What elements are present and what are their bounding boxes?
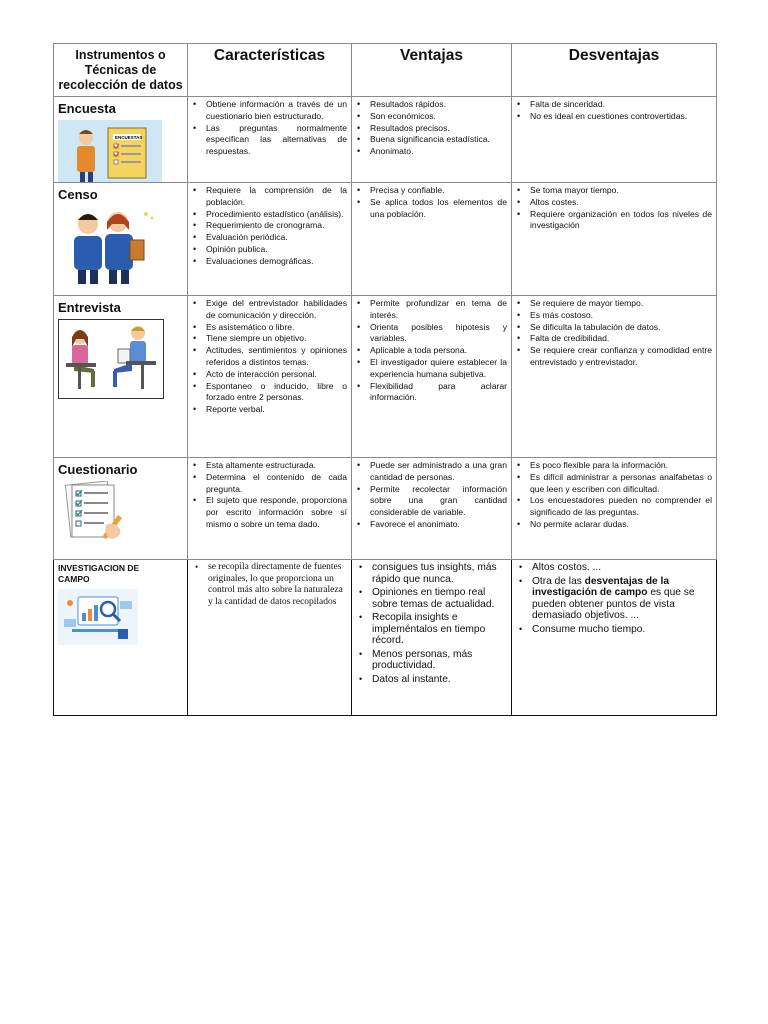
table-row [54,183,717,296]
instrument-cell [54,296,188,458]
caracteristicas-cell [188,458,352,560]
caracteristicas-cell [188,97,352,183]
list-item: • Resultados precisos. [370,123,507,135]
census-workers-icon [58,206,158,286]
list-item: • Favorece el anonimato. [370,519,507,531]
header-desventajas: Desventajas [512,44,717,97]
list-item: • Consume mucho tiempo. [532,624,712,636]
list-item: • Altos costes. [530,197,712,209]
list-item: • Permite recolectar información sobre una gran cantidad considerable de variable. [370,484,507,519]
questionnaire-checklist-icon [62,481,128,539]
comparison-table [53,43,717,716]
list-item: • Opiniones en tiempo real sobre temas de actualidad. [372,587,507,610]
list-item: • Espontaneo o inducido, libre o forzado entre 2 personas. [206,381,347,405]
list-item: • Son económicos. [370,111,507,123]
instrument-cell [54,97,188,183]
list-item: • Es asistemático o libre. [206,322,347,334]
list-item: • Altos costos. ... [532,562,712,574]
desventajas-cell [512,296,717,458]
instrument-name: Entrevista [58,300,121,315]
list-item: • Permite profundizar en tema de interés. [370,298,507,322]
instrument-cell [54,560,188,716]
list-item [532,576,712,622]
svg-text:ENCUESTAS: ENCUESTAS [115,135,143,140]
instrument-cell [54,183,188,296]
list-item: • El investigador quiere establecer la experiencia humana subjetiva. [370,357,507,381]
desventajas-cell [512,458,717,560]
header-caracteristicas: Características [188,44,352,97]
list-item: • Obtiene información a través de un cuestionario bien estructurado. [206,99,347,123]
text-run: Otra de las [532,575,585,587]
list-item: • Los encuestadores pueden no comprender el significado de las preguntas. [530,495,712,519]
list-item: • Evaluación periódica. [206,232,347,244]
list-item: • Falta de credibilidad. [530,333,712,345]
bold-text-run: desventajas de la investigación de campo [532,575,670,598]
list-item: • Se dificulta la tabulación de datos. [530,322,712,334]
instrument-name: Censo [58,187,98,202]
list-item: • Es poco flexible para la información. [530,460,712,472]
list-item: • Opinión publica. [206,244,347,256]
table-row [54,458,717,560]
list-item: • se recopila directamente de fuentes originales, lo que proporciona un control más alto sobre la naturaleza y la cantidad de datos recopilados [208,562,347,608]
list-item: • Se requiere crear confianza y comodidad entre entrevistado y entrevistador. [530,345,712,369]
instrument-name: Encuesta [58,101,116,116]
list-item: • Requiere la comprensión de la población. [206,185,347,209]
list-item: • Precisa y confiable. [370,185,507,197]
list-item: • Se requiere de mayor tiempo. [530,298,712,310]
list-item: • Esta altamente estructurada. [206,460,347,472]
list-item: • Se toma mayor tiempo. [530,185,712,197]
ventajas-cell [352,296,512,458]
list-item: • Requiere organización en todos los niveles de investigación [530,209,712,233]
desventajas-cell [512,97,717,183]
list-item: • consigues tus insights, más rápido que nunca. [372,562,507,585]
survey-illustration-icon [58,120,162,182]
ventajas-cell [352,97,512,183]
list-item: • Evaluaciones demográficas. [206,256,347,268]
instrument-name: Cuestionario [58,462,138,477]
list-item: • Resultados rápidos. [370,99,507,111]
list-item: • Aplicable a toda persona. [370,345,507,357]
caracteristicas-cell [188,560,352,716]
list-item: • Datos al instante. [372,674,507,686]
list-item: • Es más costoso. [530,310,712,322]
table-row [54,296,717,458]
list-item: • Las preguntas normalmente especifican las alternativas de respuestas. [206,123,347,158]
list-item: • Exige del entrevistador habilidades de comunicación y dirección. [206,298,347,322]
list-item: • No permite aclarar dudas. [530,519,712,531]
text-run: es que se pueden obtener puntos de vista demasiado objetivos. ... [532,587,695,621]
ventajas-cell [352,560,512,716]
header-instrumentos: Instrumentos o Técnicas de recolección de datos [54,44,188,97]
list-item: • Anonimato. [370,146,507,158]
desventajas-cell [512,183,717,296]
list-item: • Puede ser administrado a una gran cantidad de personas. [370,460,507,484]
list-item: • Tiene siempre un objetivo. [206,333,347,345]
analytics-dashboard-icon [58,589,138,645]
list-item: • Es difícil administrar a personas analfabetas o que leen y escriben con dificultad. [530,472,712,496]
list-item: • Recopila insights e impleméntalos en tiempo récord. [372,612,507,647]
list-item: • Menos personas, más productividad. [372,649,507,672]
caracteristicas-cell [188,296,352,458]
list-item: • Procedimiento estadístico (análisis). [206,209,347,221]
list-item: • Determina el contenido de cada pregunta. [206,472,347,496]
list-item: • Orienta posibles hipotesis y variables. [370,322,507,346]
desventajas-cell [512,560,717,716]
instrument-cell [54,458,188,560]
caracteristicas-cell [188,183,352,296]
header-ventajas: Ventajas [352,44,512,97]
list-item: • Buena significancia estadística. [370,134,507,146]
ventajas-cell [352,183,512,296]
header-row [54,44,717,97]
list-item: • No es ideal en cuestiones controvertidas. [530,111,712,123]
list-item: • Requerimiento de cronograma. [206,220,347,232]
interview-illustration-icon [58,319,164,399]
table-row [54,560,717,716]
instrument-name: INVESTIGACION DE CAMPO [58,563,140,584]
list-item: • Reporte verbal. [206,404,347,416]
list-item: • Falta de sinceridad. [530,99,712,111]
list-item: • Flexibilidad para aclarar información. [370,381,507,405]
list-item: • Acto de interacción personal. [206,369,347,381]
list-item: • Se aplica todos los elementos de una población. [370,197,507,221]
list-item: • Actitudes, sentimientos y opiniones referidos a distintos temas. [206,345,347,369]
table-row [54,97,717,183]
ventajas-cell [352,458,512,560]
list-item: • El sujeto que responde, proporciona por escrito información sobre sí mismo o sobre un tema dado. [206,495,347,530]
